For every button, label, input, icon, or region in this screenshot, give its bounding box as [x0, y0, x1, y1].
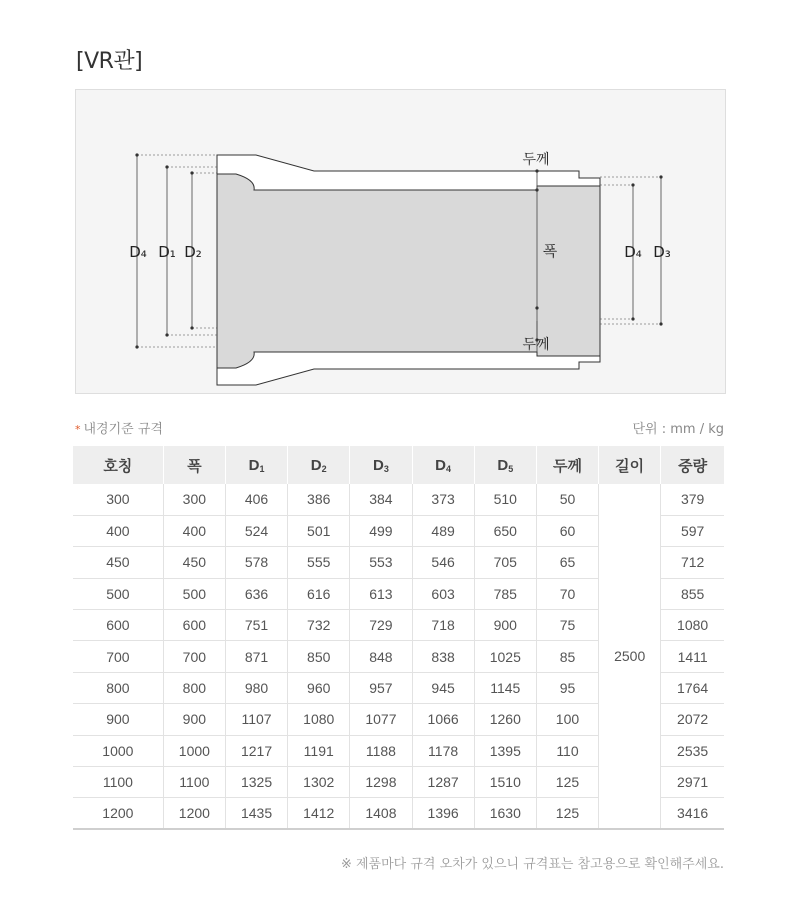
table-cell: 1080	[661, 610, 724, 641]
table-cell: 855	[661, 578, 724, 609]
table-cell: 600	[163, 610, 225, 641]
pipe-cross-section	[76, 90, 727, 395]
table-cell: 379	[661, 484, 724, 515]
header-nominal: 호칭	[73, 446, 163, 484]
table-cell: 705	[474, 547, 536, 578]
length-cell: 2500	[599, 484, 661, 829]
table-cell: 1000	[73, 735, 163, 766]
label-thickness-top: 두께	[522, 152, 550, 168]
spec-basis-note	[75, 418, 163, 437]
header-d3: $D_3$	[350, 446, 412, 484]
table-cell: 95	[536, 672, 598, 703]
table-cell: 1510	[474, 767, 536, 798]
table-cell: 450	[163, 547, 225, 578]
table-cell: 900	[73, 704, 163, 735]
table-cell: 729	[350, 610, 412, 641]
table-cell: 578	[225, 547, 287, 578]
unit-note: 단위 : mm / kg	[632, 422, 724, 437]
label-thickness-bottom: 두께	[522, 337, 550, 353]
table-cell: 1287	[412, 767, 474, 798]
table-cell: 712	[661, 547, 724, 578]
table-cell: 600	[73, 610, 163, 641]
table-cell: 85	[536, 641, 598, 672]
table-cell: 1145	[474, 672, 536, 703]
table-row	[73, 484, 724, 515]
table-cell: 489	[412, 515, 474, 546]
table-cell: 75	[536, 610, 598, 641]
table-cell: 510	[474, 484, 536, 515]
table-cell: 1080	[288, 704, 350, 735]
star-icon: *	[75, 423, 81, 436]
table-cell: 597	[661, 515, 724, 546]
header-width: 폭	[163, 446, 225, 484]
table-cell: 1100	[163, 767, 225, 798]
table-cell: 70	[536, 578, 598, 609]
table-cell: 400	[163, 515, 225, 546]
table-cell: 785	[474, 578, 536, 609]
table-cell: 960	[288, 672, 350, 703]
table-cell: 1395	[474, 735, 536, 766]
table-cell: 1412	[288, 798, 350, 829]
table-cell: 1396	[412, 798, 474, 829]
table-cell: 1302	[288, 767, 350, 798]
table-cell: 546	[412, 547, 474, 578]
table-cell: 1325	[225, 767, 287, 798]
table-cell: 650	[474, 515, 536, 546]
header-d2: $D_2$	[288, 446, 350, 484]
table-cell: 300	[163, 484, 225, 515]
table-cell: 700	[163, 641, 225, 672]
table-cell: 1000	[163, 735, 225, 766]
table-cell: 501	[288, 515, 350, 546]
header-weight: 중량	[661, 446, 724, 484]
header-thickness: 두께	[536, 446, 598, 484]
footnote: ※ 제품마다 규격 오차가 있으니 규격표는 참고용으로 확인해주세요.	[340, 857, 724, 872]
label-right-d3: D₃	[653, 243, 671, 261]
table-cell: 800	[73, 672, 163, 703]
table-cell: 1178	[412, 735, 474, 766]
table-cell: 499	[350, 515, 412, 546]
table-cell: 65	[536, 547, 598, 578]
table-cell: 500	[163, 578, 225, 609]
table-cell: 553	[350, 547, 412, 578]
table-cell: 838	[412, 641, 474, 672]
label-left-d4: D₄	[129, 243, 147, 261]
table-cell: 945	[412, 672, 474, 703]
label-right-d4: D₄	[624, 243, 642, 261]
table-cell: 613	[350, 578, 412, 609]
page-title: [VR관]	[76, 49, 143, 74]
table-cell: 718	[412, 610, 474, 641]
table-cell: 850	[288, 641, 350, 672]
table-cell: 400	[73, 515, 163, 546]
table-cell: 1100	[73, 767, 163, 798]
table-cell: 1025	[474, 641, 536, 672]
label-left-d1: D₁	[158, 243, 176, 261]
table-cell: 1066	[412, 704, 474, 735]
table-cell: 871	[225, 641, 287, 672]
table-cell: 1411	[661, 641, 724, 672]
table-cell: 1200	[163, 798, 225, 829]
table-cell: 450	[73, 547, 163, 578]
table-cell: 848	[350, 641, 412, 672]
table-cell: 500	[73, 578, 163, 609]
table-cell: 100	[536, 704, 598, 735]
table-cell: 636	[225, 578, 287, 609]
table-cell: 1191	[288, 735, 350, 766]
table-cell: 1260	[474, 704, 536, 735]
table-cell: 125	[536, 798, 598, 829]
spec-table	[73, 446, 724, 830]
table-cell: 2535	[661, 735, 724, 766]
label-width: 폭	[542, 242, 558, 260]
table-cell: 900	[163, 704, 225, 735]
table-cell: 1107	[225, 704, 287, 735]
spec-table-body	[73, 484, 724, 829]
table-cell: 60	[536, 515, 598, 546]
header-length: 길이	[599, 446, 661, 484]
table-cell: 2072	[661, 704, 724, 735]
table-cell: 555	[288, 547, 350, 578]
table-cell: 603	[412, 578, 474, 609]
table-cell: 1077	[350, 704, 412, 735]
label-left-d2: D₂	[184, 243, 202, 261]
table-cell: 406	[225, 484, 287, 515]
table-cell: 1630	[474, 798, 536, 829]
table-cell: 386	[288, 484, 350, 515]
table-cell: 700	[73, 641, 163, 672]
table-cell: 732	[288, 610, 350, 641]
header-d5: $D_5$	[474, 446, 536, 484]
table-cell: 384	[350, 484, 412, 515]
spec-basis-text: 내경기준 규격	[83, 422, 163, 437]
table-cell: 616	[288, 578, 350, 609]
table-cell: 980	[225, 672, 287, 703]
table-cell: 957	[350, 672, 412, 703]
table-cell: 524	[225, 515, 287, 546]
table-cell: 373	[412, 484, 474, 515]
table-cell: 300	[73, 484, 163, 515]
table-cell: 125	[536, 767, 598, 798]
table-cell: 1200	[73, 798, 163, 829]
table-cell: 1298	[350, 767, 412, 798]
table-cell: 1217	[225, 735, 287, 766]
table-cell: 1435	[225, 798, 287, 829]
table-cell: 1408	[350, 798, 412, 829]
table-cell: 110	[536, 735, 598, 766]
table-cell: 2971	[661, 767, 724, 798]
pipe-diagram	[75, 89, 726, 394]
table-cell: 1764	[661, 672, 724, 703]
table-cell: 50	[536, 484, 598, 515]
table-cell: 900	[474, 610, 536, 641]
header-d4: $D_4$	[412, 446, 474, 484]
table-header-row	[73, 446, 724, 484]
table-cell: 1188	[350, 735, 412, 766]
table-cell: 800	[163, 672, 225, 703]
header-d1: $D_1$	[225, 446, 287, 484]
table-cell: 3416	[661, 798, 724, 829]
table-cell: 751	[225, 610, 287, 641]
